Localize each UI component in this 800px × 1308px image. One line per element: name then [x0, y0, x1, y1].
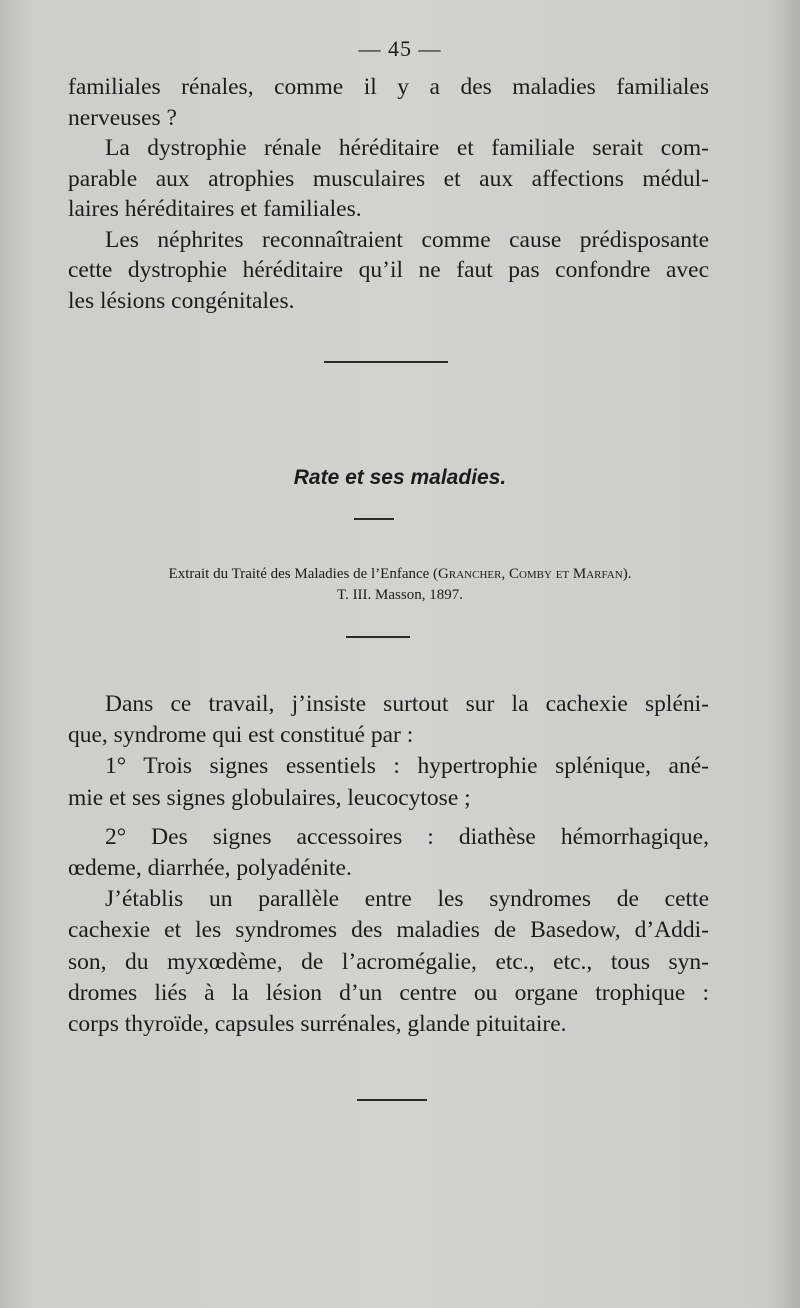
text-line: cachexie et les syndromes des maladies de Basedow, d’Addi- [68, 917, 709, 944]
text-line: parable aux atrophies musculaires et aux affections médul- [68, 165, 709, 192]
intro-paragraphs [68, 72, 709, 316]
text-line: corps thyroïde, capsules surrénales, glande pituitaire. [68, 1010, 567, 1037]
text-line: La dystrophie rénale héréditaire et familiale serait com- [105, 135, 709, 161]
body-paragraphs [68, 689, 709, 1040]
citation-volume: T. III. Masson, 1897. [337, 587, 463, 603]
text-line: J’établis un parallèle entre les syndromes de cette [105, 886, 709, 913]
text-line: cette dystrophie héréditaire qu’il ne faut pas confondre avec [68, 257, 709, 283]
end-divider [357, 1099, 427, 1101]
text-line: les lésions congénitales. [68, 287, 295, 314]
text-line: laires héréditaires et familiales. [68, 196, 362, 222]
source-citation [0, 564, 800, 585]
text-line: œdeme, diarrhée, polyadénite. [68, 854, 352, 881]
text-line: son, du myxœdème, de l’acromégalie, etc., etc., tous syn- [68, 948, 709, 975]
text-line: que, syndrome qui est constitué par : [68, 722, 414, 749]
text-line: 1° Trois signes essentiels : hypertrophie splénique, ané- [105, 753, 709, 780]
text-line: familiales rénales, comme il y a des maladies familiales [68, 74, 709, 100]
citation-suffix: ). [622, 566, 632, 582]
citation-divider [346, 636, 410, 638]
section-divider [324, 361, 448, 363]
text-line: Les néphrites reconnaîtraient comme cause prédisposante [105, 226, 709, 253]
text-line: mie et ses signes globulaires, leucocytose ; [68, 784, 471, 811]
citation-prefix: Extrait du Traité des Maladies de l’Enfance ( [168, 566, 439, 582]
text-line: nerveuses ? [68, 104, 177, 131]
section-title: Rate et ses maladies. [293, 466, 507, 489]
citation-authors: Grancher, Comby et Marfan [438, 566, 623, 582]
text-line: dromes liés à la lésion d’un centre ou organe trophique : [68, 979, 709, 1006]
page-number: — 45 — [358, 36, 442, 61]
title-underline [354, 518, 394, 520]
text-line: 2° Des signes accessoires : diathèse hémorrhagique, [105, 823, 709, 850]
text-line: Dans ce travail, j’insiste surtout sur la cachexie spléni- [105, 691, 709, 717]
